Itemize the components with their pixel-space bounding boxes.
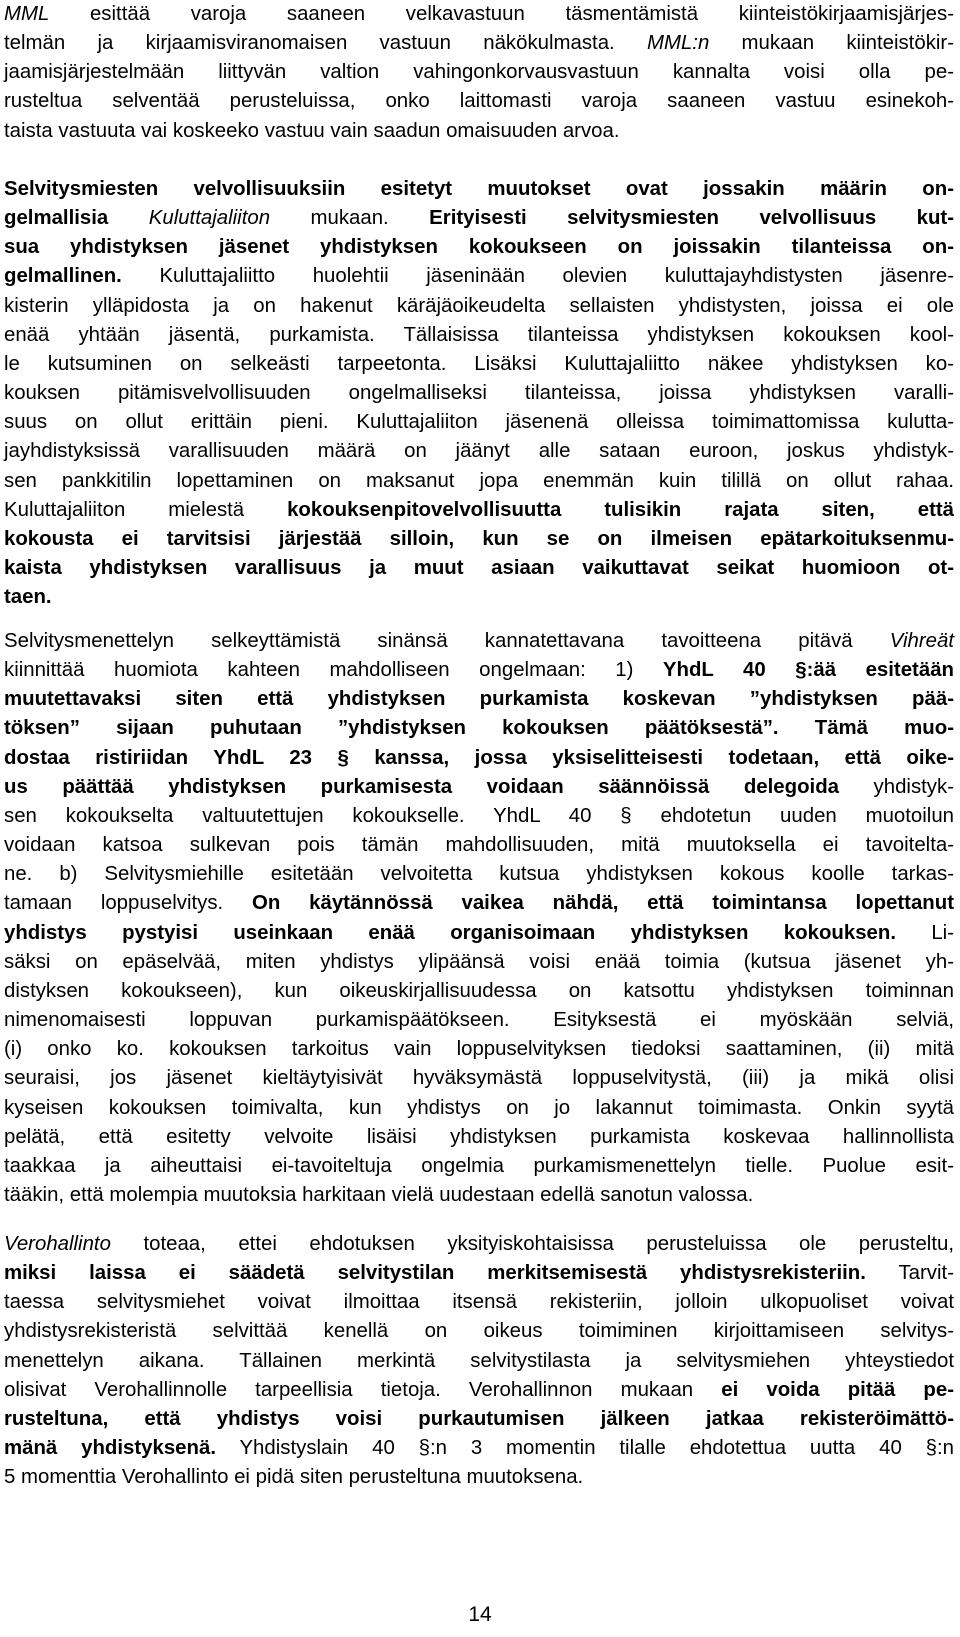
text-line (4, 656, 954, 685)
text-line (4, 744, 954, 773)
text-segment: jayhdistyksissä varallisuuden määrä on jäänyt alle sataan euroon, joskus yhdistyk- (4, 440, 954, 463)
paragraph-selvitysmiesten-velvollisuudet (4, 175, 954, 612)
text-segment: Kuluttajaliiton mielestä (4, 498, 288, 521)
text-line (4, 496, 954, 525)
text-segment: taessa selvitysmiehet voivat ilmoittaa itsensä rekisteriin, jolloin ulkopuoliset voivat (4, 1291, 954, 1314)
text-line (4, 175, 954, 204)
text-segment: 5 momenttia Verohallinto ei pidä siten perusteltuna muutoksena. (4, 1466, 584, 1489)
italic-text: Kuluttajaliiton (148, 207, 271, 230)
text-line (4, 714, 954, 743)
paragraph-vihreat (4, 627, 954, 1210)
bold-text: töksen” sijaan puhutaan ”yhdistyksen kokouksen päätöksestä”. Tämä muo- (4, 717, 954, 740)
text-segment: pelätä, että esitetty velvoite lisäisi yhdistyksen purkamista koskevaa hallinnollista (4, 1125, 954, 1148)
text-line (4, 292, 954, 321)
bold-text: muutettavaksi siten että yhdistyksen purkamista koskevan ”yhdistyksen pää- (4, 688, 954, 711)
text-segment: distyksen kokoukseen), kun oikeuskirjallisuudessa on katsottu yhdistyksen toiminnan (4, 979, 954, 1002)
text-segment: yhdistysrekisteristä selvittää kenellä on oikeus toimiminen kirjoittamiseen selvitys- (4, 1320, 954, 1343)
text-line (4, 1347, 954, 1376)
text-segment: nimenomaisesti loppuvan purkamispäätökseen. Esityksestä ei myöskään selviä, (4, 1009, 954, 1032)
bold-text: us päättää yhdistyksen purkamisesta voidaan säännöissä delegoida (4, 775, 840, 798)
page-number: 14 (468, 1603, 492, 1626)
bold-text: kaista yhdistyksen varallisuus ja muut asiaan vaikuttavat seikat huomioon ot- (4, 557, 954, 580)
text-segment: esittää varoja saaneen velkavastuun täsmentämistä kiinteistökirjaamisjärjes- (49, 3, 954, 25)
text-line (4, 1064, 954, 1093)
text-line (4, 408, 954, 437)
text-segment: olisivat Verohallinnolle tarpeellisia tietoja. Verohallinnon mukaan (4, 1378, 722, 1401)
paragraph-verohallinto (4, 1230, 954, 1492)
bold-text: Selvitysmiesten velvollisuuksiin esitetyt muutokset ovat jossakin määrin on- (4, 178, 954, 200)
text-segment: sen pankkitilin lopettaminen on maksanut jopa enemmän kuin tilillä on ollut rahaa. (4, 469, 954, 492)
text-line (4, 773, 954, 802)
text-line (4, 627, 954, 656)
text-segment: telmän ja kirjaamisviranomaisen vastuun näkökulmasta. (4, 32, 647, 55)
italic-text: MML (4, 3, 50, 25)
text-line (4, 1434, 954, 1463)
text-line (4, 262, 954, 291)
text-segment: menettelyn aikana. Tällainen merkintä selvitystilasta ja selvitysmiehen yhteystiedot (4, 1349, 954, 1372)
italic-text: MML:n (646, 32, 710, 55)
text-segment: seuraisi, jos jäsenet kieltäytyisivät hyväksymästä loppuselvitystä, (iii) ja mikä olisi (4, 1067, 954, 1090)
text-line (4, 889, 954, 918)
bold-text: ei voida pitää pe- (721, 1378, 954, 1401)
text-segment: tamaan loppuselvitys. (4, 892, 253, 915)
text-line (4, 1376, 954, 1405)
bold-text: yhdistys pystyisi useinkaan enää organisoimaan yhdistyksen kokouksen. (4, 921, 896, 944)
text-segment: mukaan kiinteistökir- (709, 32, 954, 55)
bold-text: sua yhdistyksen jäsenet yhdistyksen kokoukseen on joissakin tilanteissa on- (4, 236, 954, 259)
text-line (4, 1181, 954, 1210)
text-line (4, 321, 954, 350)
text-line (4, 29, 954, 58)
text-line (4, 685, 954, 714)
text-segment: Tarvit- (865, 1262, 954, 1285)
bold-text: Erityisesti selvitysmiesten velvollisuus kut- (429, 207, 954, 230)
text-line (4, 919, 954, 948)
text-line (4, 437, 954, 466)
text-line (4, 948, 954, 977)
text-line (4, 58, 954, 87)
text-segment: tääkin, että molempia muutoksia harkitaan vielä uudestaan edellä sanotun valossa. (4, 1183, 754, 1206)
text-segment: enää yhtään jäsentä, purkamista. Tällaisissa tilanteissa yhdistyksen kokouksen kool- (4, 323, 954, 346)
text-segment: Yhdistyslain 40 §:n 3 momentin tilalle ehdotettua uutta 40 §:n (215, 1437, 954, 1460)
text-line (4, 525, 954, 554)
text-line (4, 1405, 954, 1434)
text-line (4, 1288, 954, 1317)
italic-text: Verohallinto (4, 1233, 111, 1255)
text-line (4, 1035, 954, 1064)
italic-text: Vihreät (889, 630, 954, 652)
text-line (4, 802, 954, 831)
text-line (4, 233, 954, 262)
bold-text: kokouksenpitovelvollisuutta tulisikin rajata siten, että (287, 498, 954, 521)
text-segment: kisterin ylläpidosta ja on hakenut käräjäoikeudelta sellaisten yhdistysten, joissa ei ole (4, 294, 954, 317)
bold-text: YhdL 40 §:ää esitetään (662, 659, 954, 682)
text-line (4, 1230, 954, 1259)
text-line (4, 1317, 954, 1346)
bold-text: gelmallisia (4, 207, 109, 230)
text-segment: sen kokoukselta valtuutettujen kokoukselle. YhdL 40 § ehdotetun uuden muotoilun (4, 804, 954, 827)
text-segment: Kuluttajaliitto huolehtii jäseninään olevien kuluttajayhdistysten jäsenre- (121, 265, 954, 288)
text-segment: le kutsuminen on selkeästi tarpeetonta. Lisäksi Kuluttajaliitto näkee yhdistyksen ko- (4, 352, 954, 375)
text-line (4, 554, 954, 583)
bold-text: mänä yhdistyksenä. (4, 1437, 216, 1460)
text-segment: jaamisjärjestelmään liittyvän valtion vahingonkorvausvastuun kannalta voisi olla pe- (4, 61, 954, 84)
text-line (4, 1006, 954, 1035)
text-segment: kiinnittää huomiota kahteen mahdolliseen ongelmaan: 1) (4, 659, 663, 682)
text-segment: kouksen pitämisvelvollisuuden ongelmalliseksi tilanteissa, joissa yhdistyksen varalli- (4, 382, 954, 405)
text-line (4, 204, 954, 233)
text-segment: Li- (896, 921, 954, 944)
text-line (4, 977, 954, 1006)
text-line (4, 1463, 954, 1492)
text-line (4, 1123, 954, 1152)
text-segment: rusteltua selventää perusteluissa, onko laittomasti varoja saaneen vastuu esinekoh- (4, 90, 954, 113)
text-segment: kyseisen kokouksen toimivalta, kun yhdistys on jo lakannut toimimasta. Onkin syytä (4, 1096, 954, 1119)
text-segment: taakkaa ja aiheuttaisi ei-tavoiteltuja ongelmia purkamismenettelyn tielle. Puolue esit- (4, 1154, 954, 1177)
text-line (4, 467, 954, 496)
text-segment: yhdistyk- (839, 775, 954, 798)
text-segment: toteaa, ettei ehdotuksen yksityiskohtaisissa perusteluissa ole perusteltu, (110, 1233, 954, 1255)
text-segment: säksi on epäselvää, miten yhdistys ylipäänsä voisi enää toimia (kutsua jäsenet yh- (4, 950, 954, 973)
bold-text: taen. (4, 586, 52, 609)
bold-text: gelmallinen. (4, 265, 122, 288)
text-line (4, 583, 954, 612)
bold-text: miksi laissa ei säädetä selvitystilan merkitsemisestä yhdistysrekisteriin. (4, 1262, 866, 1285)
bold-text: kokousta ei tarvitsisi järjestää silloin, kun se on ilmeisen epätarkoituksenmu- (4, 527, 954, 550)
text-line (4, 379, 954, 408)
bold-text: rusteltuna, että yhdistys voisi purkautumisen jälkeen jatkaa rekisteröimättö- (4, 1407, 954, 1430)
text-line (4, 860, 954, 889)
text-segment: taista vastuuta vai koskeeko vastuu vain saadun omaisuuden arvoa. (4, 119, 620, 142)
text-segment: suus on ollut erittäin pieni. Kuluttajaliiton jäsenenä olleissa toimimattomissa kulutta- (4, 411, 954, 434)
text-line (4, 1152, 954, 1181)
text-line (4, 1259, 954, 1288)
text-segment: mukaan. (270, 207, 430, 230)
text-line (4, 1094, 954, 1123)
text-line (4, 0, 954, 29)
text-segment: Selvitysmenettelyn selkeyttämistä sinänsä kannatettavana tavoitteena pitävä (4, 630, 890, 652)
text-segment: ne. b) Selvitysmiehille esitetään velvoitetta kutsua yhdistyksen kokous koolle tarkas- (4, 863, 954, 886)
text-segment (108, 207, 148, 229)
bold-text: dostaa ristiriidan YhdL 23 § kanssa, jossa yksiselitteisesti todetaan, että oike- (4, 746, 954, 769)
paragraph-mml (4, 0, 954, 146)
text-segment: voidaan katsoa sulkevan pois tämän mahdollisuuden, mitä muutoksella ei tavoiteltа- (4, 834, 954, 857)
text-line (4, 831, 954, 860)
text-segment: (i) onko ko. kokouksen tarkoitus vain loppuselvityksen tiedoksi saattaminen, (ii) mitä (4, 1038, 954, 1061)
text-line (4, 117, 954, 146)
text-line (4, 350, 954, 379)
bold-text: On käytännössä vaikea nähdä, että toimintansa lopettanut (252, 892, 955, 915)
text-line (4, 87, 954, 116)
